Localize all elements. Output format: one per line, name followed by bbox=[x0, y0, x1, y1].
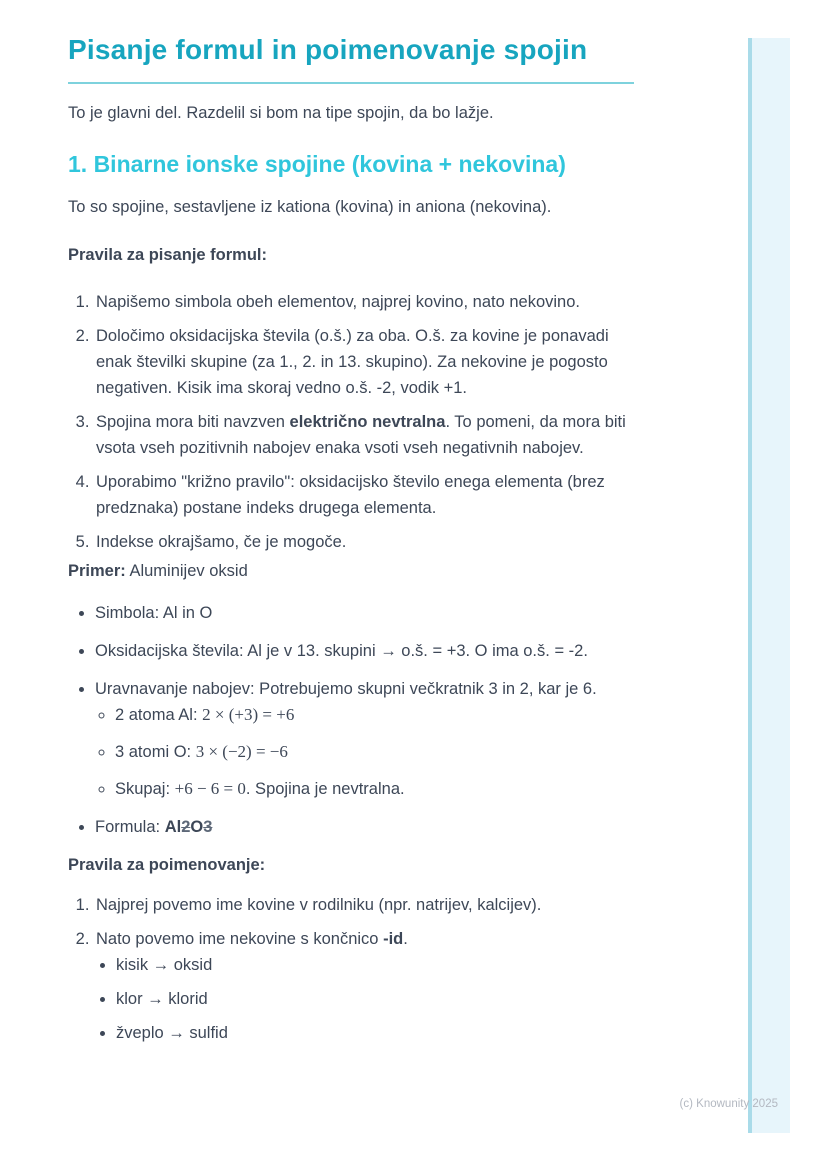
rule-text: Indekse okrajšamo, če je mogoče. bbox=[96, 533, 347, 551]
list-item bbox=[95, 638, 634, 664]
calc-label: Skupaj: bbox=[115, 780, 175, 798]
formula-label: Formula: bbox=[95, 818, 165, 836]
page-title: Pisanje formul in poimenovanje spojin bbox=[68, 34, 588, 65]
page-edge-strip bbox=[748, 38, 790, 1133]
list-item bbox=[116, 952, 634, 978]
document-content bbox=[68, 30, 634, 1054]
rule-text-bold: električno nevtralna bbox=[289, 413, 446, 431]
formula-index-struck: 2 bbox=[181, 818, 191, 836]
list-item bbox=[116, 986, 634, 1012]
list-item bbox=[94, 409, 634, 461]
suffix-examples-list bbox=[96, 952, 634, 1046]
calc-text: . Spojina je nevtralna. bbox=[245, 780, 405, 798]
formula-element: O bbox=[190, 818, 204, 836]
calc-math: 2 × (+3) = +6 bbox=[202, 705, 295, 724]
naming-rules-label: Pravila za poimenovanje: bbox=[68, 856, 266, 874]
section-description: To so spojine, sestavljene iz kationa (kovina) in aniona (nekovina). bbox=[68, 198, 552, 216]
list-item bbox=[94, 469, 634, 521]
suffix-example: kisik → oksid bbox=[116, 956, 213, 974]
calc-label: 3 atomi O: bbox=[115, 743, 196, 761]
example-label: Primer: bbox=[68, 562, 126, 580]
example-heading bbox=[68, 558, 634, 584]
calc-math: +6 − 6 = 0 bbox=[174, 779, 246, 798]
list-item bbox=[115, 776, 634, 802]
rule-text: . bbox=[403, 930, 408, 948]
naming-rules-list bbox=[68, 892, 634, 1046]
example-text: Simbola: Al in O bbox=[95, 604, 213, 622]
example-text: Uravnavanje nabojev: Potrebujemo skupni večkratnik 3 in 2, kar je 6. bbox=[95, 680, 597, 698]
rule-text-bold: -id bbox=[383, 930, 404, 948]
list-item bbox=[94, 926, 634, 1046]
example-list bbox=[68, 600, 634, 840]
rule-text: . To pomeni, da mora biti vsota vseh pozitivnih nabojev enaka vsoti vseh negativnih nabojev. bbox=[96, 413, 626, 457]
rule-text: Uporabimo "križno pravilo": oksidacijsko število enega elementa (brez predznaka) postane indeks drugega elementa. bbox=[96, 473, 605, 517]
rule-text: Spojina mora biti navzven bbox=[96, 413, 290, 431]
suffix-example: žveplo → sulfid bbox=[116, 1024, 228, 1042]
calc-label: 2 atoma Al: bbox=[115, 706, 203, 724]
rule-text: Napišemo simbola obeh elementov, najprej kovino, nato nekovino. bbox=[96, 293, 580, 311]
list-item bbox=[115, 702, 634, 728]
list-item bbox=[95, 814, 634, 840]
formula-rules-list bbox=[68, 289, 634, 555]
list-item bbox=[95, 600, 634, 626]
formula-index-struck: 3 bbox=[203, 818, 213, 836]
list-item bbox=[115, 739, 634, 765]
list-item bbox=[95, 676, 634, 802]
calculation-sub-list bbox=[95, 702, 634, 802]
list-item bbox=[94, 289, 634, 315]
list-item bbox=[94, 323, 634, 401]
rule-text: Določimo oksidacijska števila (o.š.) za oba. O.š. za kovine je ponavadi enak številki skupine (za 1., 2. in 13. skupino). Za nekovine je pogosto negativen. Kisik ima skoraj vedno o.š. -2, vodik +1. bbox=[96, 327, 609, 397]
list-item bbox=[116, 1020, 634, 1046]
formula-rules-label: Pravila za pisanje formul: bbox=[68, 246, 267, 264]
copyright-watermark: (c) Knowunity 2025 bbox=[679, 1098, 778, 1110]
formula-element: Al bbox=[164, 818, 182, 836]
rule-text: Najprej povemo ime kovine v rodilniku (npr. natrijev, kalcijev). bbox=[96, 896, 542, 914]
calc-math: 3 × (−2) = −6 bbox=[195, 742, 288, 761]
title-divider bbox=[68, 82, 634, 84]
rule-text: Nato povemo ime nekovine s končnico bbox=[96, 930, 384, 948]
list-item bbox=[94, 529, 634, 555]
suffix-example: klor → klorid bbox=[116, 990, 208, 1008]
example-name: Aluminijev oksid bbox=[125, 562, 248, 580]
list-item bbox=[94, 892, 634, 918]
example-text: Oksidacijska števila: Al je v 13. skupini → o.š. = +3. O ima o.š. = -2. bbox=[95, 642, 588, 660]
intro-paragraph: To je glavni del. Razdelil si bom na tipe spojin, da bo lažje. bbox=[68, 104, 494, 122]
section-heading: 1. Binarne ionske spojine (kovina + nekovina) bbox=[68, 151, 566, 177]
